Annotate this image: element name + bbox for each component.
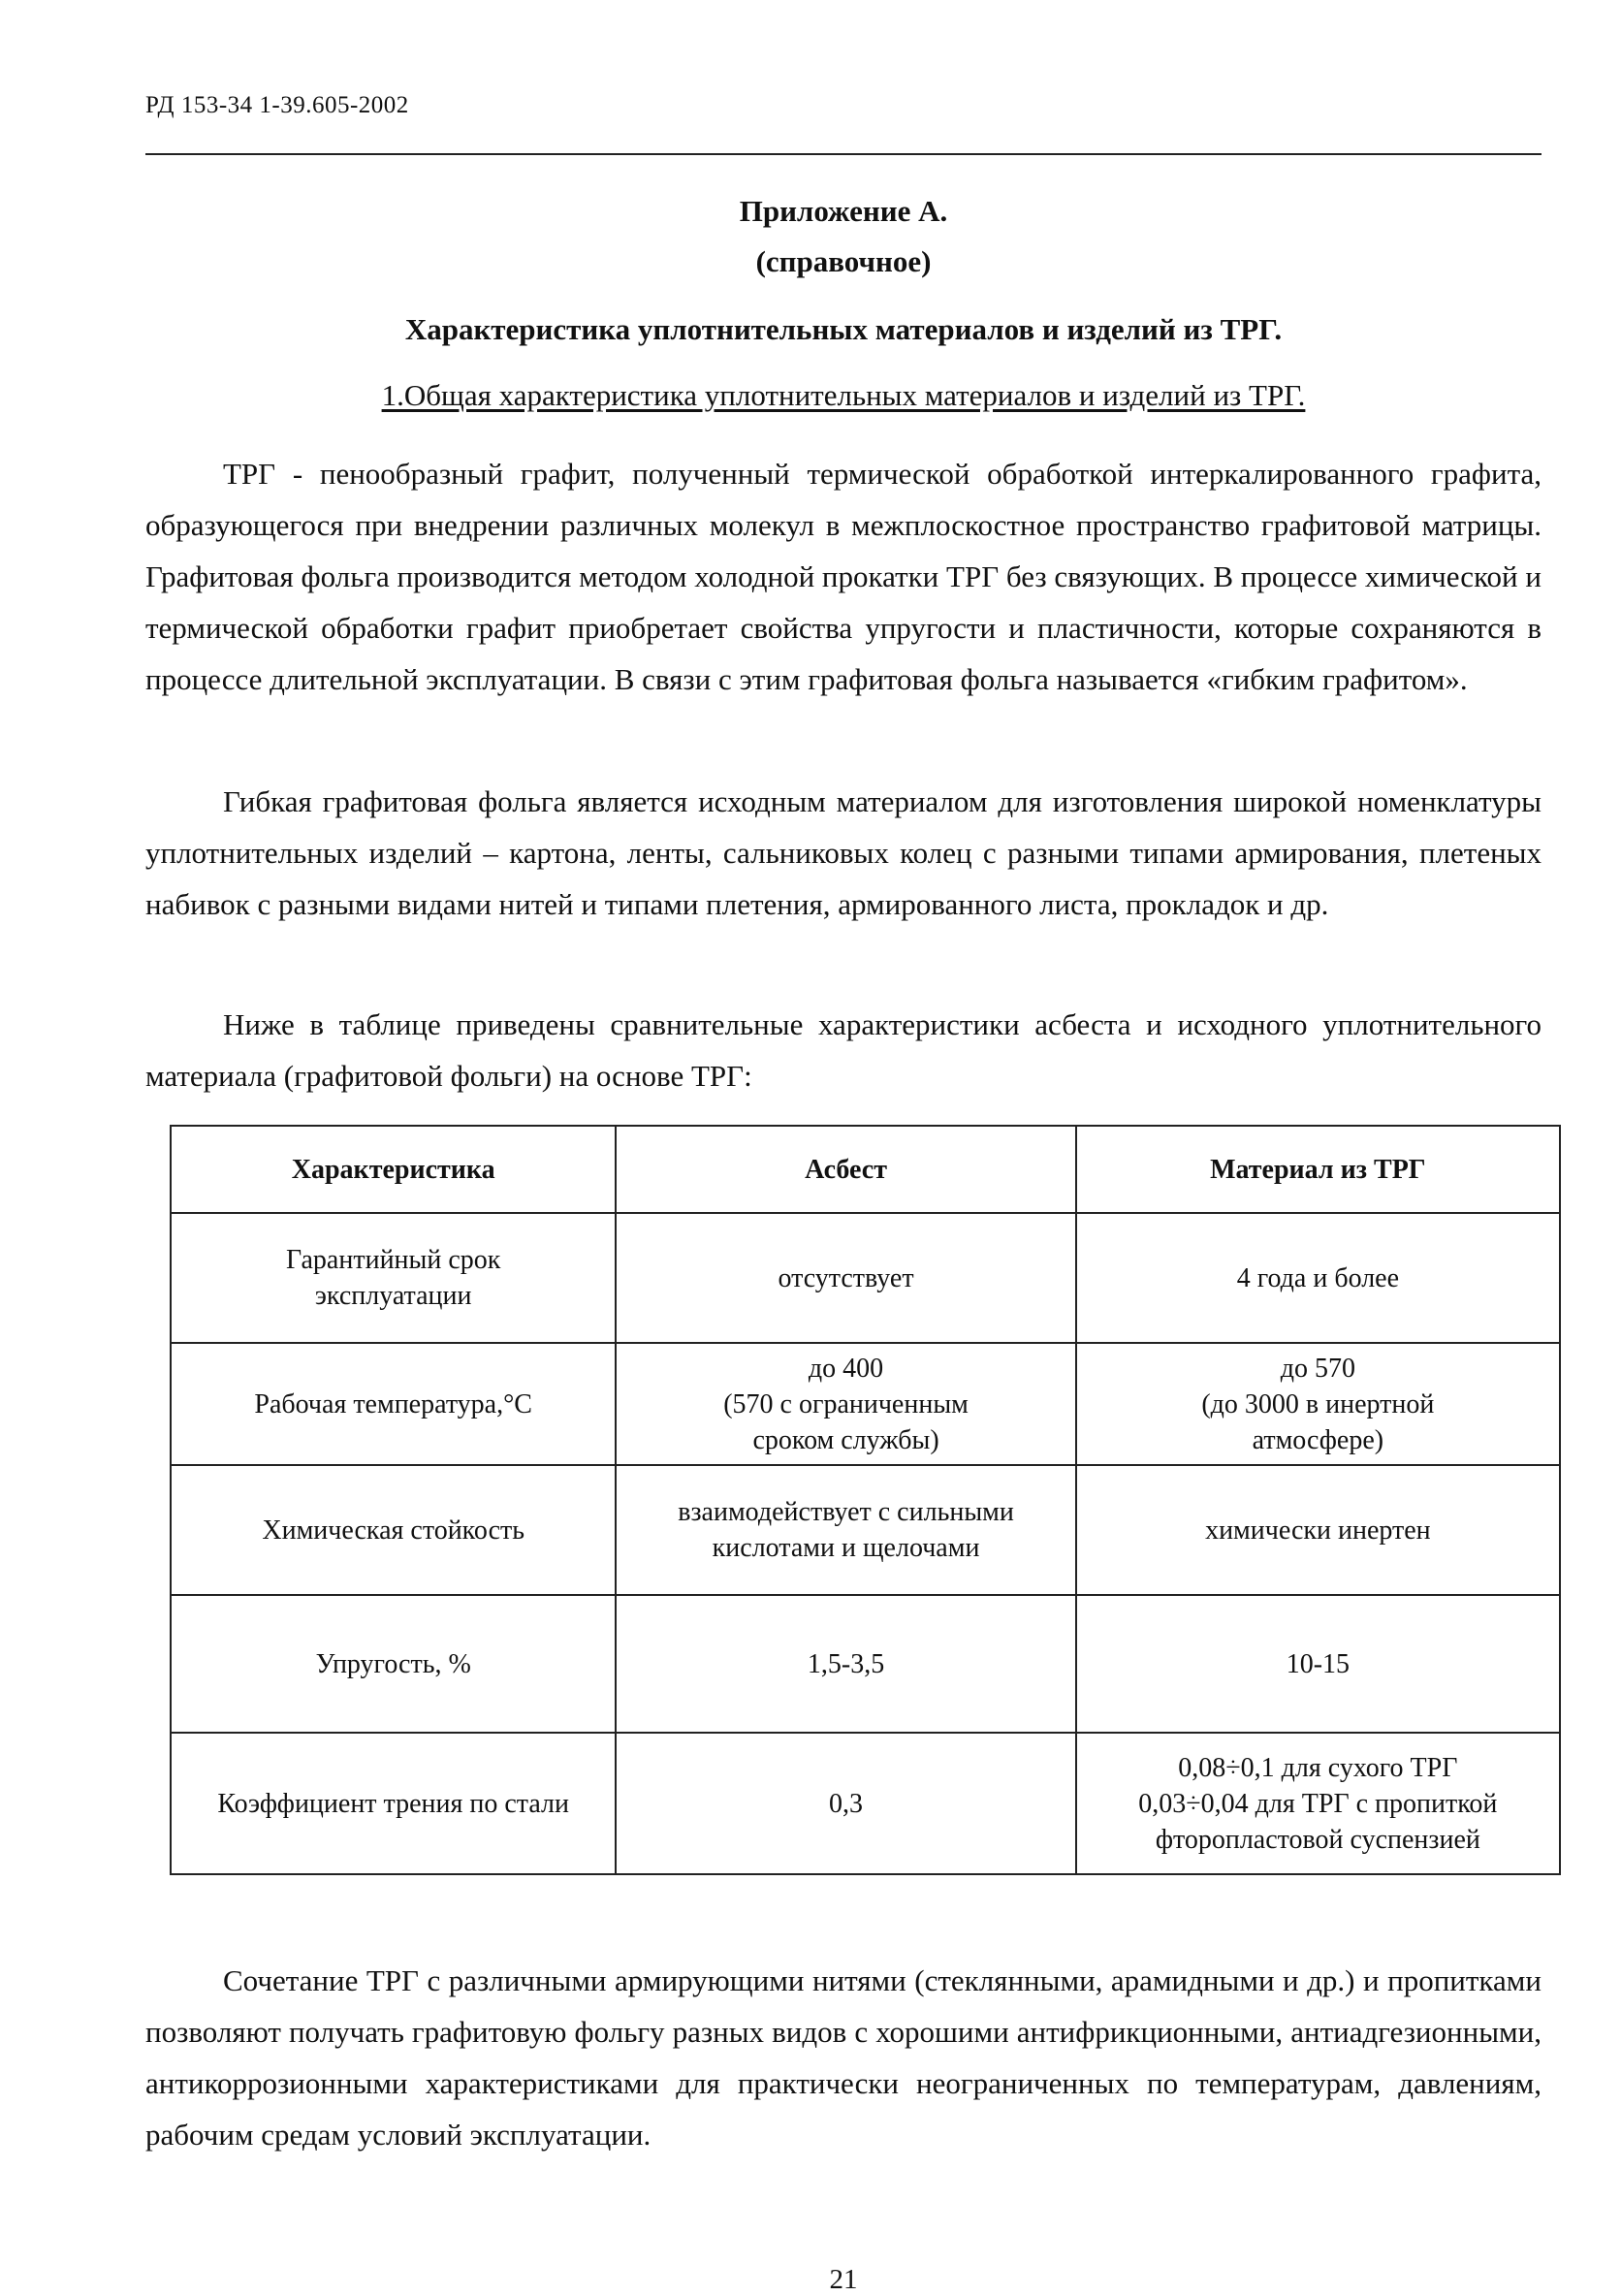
cell-line: сроком службы)	[752, 1424, 939, 1455]
table-header-row	[171, 1126, 1560, 1213]
table-cell	[1076, 1213, 1560, 1343]
cell-line: до 400	[808, 1353, 884, 1384]
comparison-table-wrapper	[170, 1125, 1561, 1875]
table-row	[171, 1213, 1560, 1343]
table-row	[171, 1595, 1560, 1733]
table-cell	[171, 1733, 616, 1874]
table-cell	[616, 1733, 1075, 1874]
table-cell	[171, 1465, 616, 1595]
paragraph-flexible-graphite: Гибкая графитовая фольга является исходным материалом для изготовления широкой номенклатуры уплотнительных изделий – картона, ленты, сальниковых колец с разными типами армирования, плетеных набивок с разными видами нитей и типами плетения, армированного листа, прокладок и др.	[145, 784, 1542, 921]
appendix-title: Характеристика уплотнительных материалов и изделий из ТРГ.	[404, 312, 1283, 346]
appendix-heading: Приложение А.	[739, 194, 948, 228]
cell-line: 4 года и более	[1236, 1262, 1400, 1293]
table-row	[171, 1465, 1560, 1595]
cell-line: Химическая стойкость	[262, 1515, 524, 1546]
page-number: 21	[829, 2264, 858, 2295]
cell-line: Рабочая температура,°С	[254, 1388, 532, 1419]
cell-line: атмосфере)	[1252, 1424, 1384, 1455]
cell-line: до 570	[1280, 1353, 1355, 1384]
cell-line: 0,08÷0,1 для сухого ТРГ	[1178, 1752, 1458, 1783]
table-row	[171, 1343, 1560, 1465]
paragraph-table-intro: Ниже в таблице приведены сравнительные характеристики асбеста и исходного уплотнительного материала (графитовой фольги) на основе ТРГ:	[145, 1007, 1542, 1093]
cell-line: 1,5-3,5	[807, 1648, 885, 1679]
table-cell	[171, 1213, 616, 1343]
cell-line: кислотами и щелочами	[712, 1533, 980, 1563]
paragraph-reinforcement: Сочетание ТРГ с различными армирующими нитями (стеклянными, арамидными и др.) и пропитками позволяют получать графитовую фольгу разных видов с хорошими антифрикционными, антиадгезионными, антикоррозионными характеристиками для практически неограниченных по температурам, давлениям, рабочим средам условий эксплуатации.	[145, 1963, 1542, 2152]
cell-line: Коэффициент трения по стали	[217, 1788, 570, 1819]
table-cell	[171, 1343, 616, 1465]
cell-line: 0,03÷0,04 для ТРГ с пропиткой	[1138, 1788, 1498, 1819]
header-asbestos: Асбест	[616, 1126, 1075, 1213]
cell-line: фторопластовой суспензией	[1155, 1824, 1480, 1855]
table-cell	[616, 1595, 1075, 1733]
cell-line: отсутствует	[778, 1262, 914, 1293]
table-cell	[1076, 1343, 1560, 1465]
section-heading	[145, 378, 1542, 413]
cell-line: Гарантийный срок	[286, 1245, 501, 1275]
cell-line: 10-15	[1286, 1648, 1351, 1679]
table-cell	[1076, 1733, 1560, 1874]
cell-line: (до 3000 в инертной	[1201, 1388, 1435, 1419]
cell-line: взаимодействует с сильными	[678, 1497, 1014, 1527]
cell-line: (570 с ограниченным	[723, 1388, 969, 1419]
cell-line: Упругость, %	[315, 1648, 471, 1679]
table-cell	[616, 1343, 1075, 1465]
table-cell	[171, 1595, 616, 1733]
header-trg-material: Материал из ТРГ	[1076, 1126, 1560, 1213]
table-cell	[1076, 1595, 1560, 1733]
cell-line: эксплуатации	[314, 1281, 472, 1311]
table-row	[171, 1733, 1560, 1874]
cell-line: 0,3	[829, 1788, 864, 1819]
table-cell	[1076, 1465, 1560, 1595]
comparison-table	[170, 1125, 1561, 1875]
table-cell	[616, 1465, 1075, 1595]
header-characteristic: Характеристика	[171, 1126, 616, 1213]
header-rule	[145, 153, 1542, 155]
appendix-type: (справочное)	[755, 244, 932, 278]
section-heading-text: 1.Общая характеристика уплотнительных материалов и изделий из ТРГ.	[381, 378, 1306, 412]
paragraph-trg-definition: ТРГ - пенообразный графит, полученный термической обработкой интеркалированного графита, образующегося при внедрении различных молекул в межплоскостное пространство графитовой матрицы. Графитовая фольга производится методом холодной прокатки ТРГ без связующих. В процессе химической и термической обработки графит приобретает свойства упругости и пластичности, которые сохраняются в процессе длительной эксплуатации. В связи с этим графитовая фольга называется «гибким графитом».	[145, 457, 1542, 696]
table-cell	[616, 1213, 1075, 1343]
cell-line: химически инертен	[1205, 1515, 1431, 1546]
document-code: РД 153-34 1-39.605-2002	[145, 92, 409, 118]
